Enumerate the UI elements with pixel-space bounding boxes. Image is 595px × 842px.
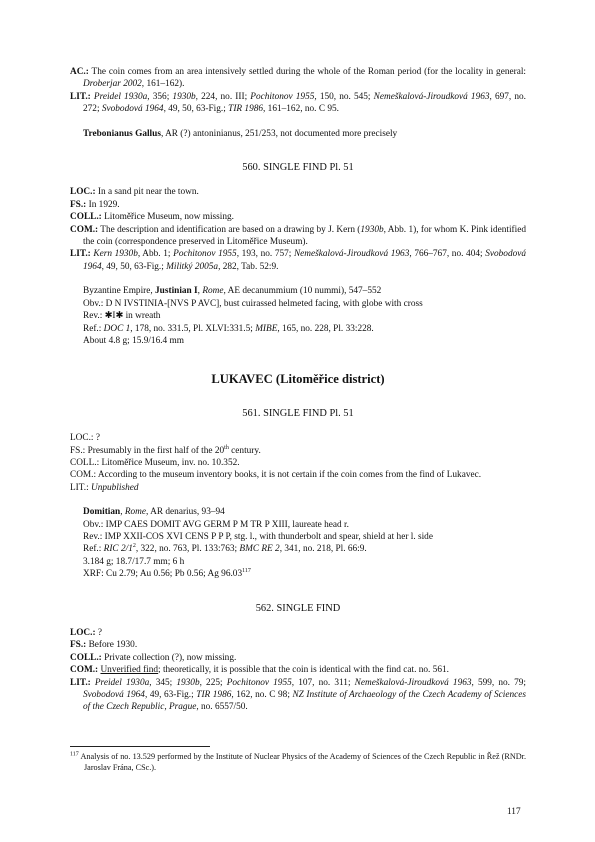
coll-entry: COLL.: Litoměřice Museum, inv. no. 10.352. — [70, 457, 240, 468]
loc-entry: LOC.: ? — [70, 433, 100, 444]
reverse-line: Rev.: ✱I✱ in wreath — [83, 311, 161, 322]
lit-entry: LIT.: Kern 1930b, Abb. 1; Pochitonov 1955, 193, no. 757; Nemeškalová-Jiroudková 1963, 766–767, no. 404; Svobodová 1964, 49, 50, 63-Fig.; Militký 2005a, 282, Tab. 52:9. — [70, 249, 527, 272]
coll-entry: COLL.: Litoměřice Museum, now missing. — [70, 212, 234, 223]
obverse-line: Obv.: D N IVSTINIA-[NVS P AVC], bust cuirassed helmeted facing, with globe with cross — [83, 298, 423, 309]
weight-line: 3.184 g; 18.7/17.7 mm; 6 h — [83, 556, 185, 567]
com-entry: COM.: Unverified find; theoretically, it is possible that the coin is identical with the find cat. no. 561. — [70, 665, 449, 676]
loc-entry: LOC.: In a sand pit near the town. — [70, 187, 199, 198]
coll-entry: COLL.: Private collection (?), now missing. — [70, 652, 237, 663]
com-entry: COM.: The description and identification are based on a drawing by J. Kern (1930b, Abb. 1), for whom K. Pink identified the coin (correspondence preserved in Litoměřice Museum). — [70, 224, 527, 248]
coin-description: Trebonianus Gallus, AR (?) antoninianus, 251/253, not documented more precisely — [83, 128, 398, 139]
coin-description: Domitian, Rome, AR denarius, 93–94 Obv.: IMP CAES DOMIT AVG GERM P M TR P XIII, laureate head r. Rev.: IMP XXII-COS XVI CENS P P P, stg. l., with thunderbolt and spear, shield at her l. side Ref.: RIC $2/1^2$, 322, no. 763, Pl. 133:763; BMC RE 2, 341, no. 218, Pl. 66:9. 3.184 g; 18.7/17.7 mm; 6 h XRF: Cu 2.79; Au 0.56; Pb 0.56; Ag 96.03$^{117}$ — [70, 506, 526, 580]
page-number: 117 — [507, 807, 521, 817]
footnote-mark: 117 — [70, 751, 79, 758]
xrf-line: XRF: Cu 2.79; Au 0.56; Pb 0.56; Ag 96.03$^{117}$ — [83, 568, 251, 580]
find-title: 562. SINGLE FIND — [255, 602, 341, 614]
footnote-divider — [70, 746, 210, 747]
reference-line: Ref.: RIC $2/1^2$, 322, no. 763, Pl. 133:763; BMC RE 2, 341, no. 218, Pl. 66:9. — [83, 543, 367, 555]
footnote: $^{117}$ Analysis of no. 13.529 performed by the Institute of Nuclear Physics of the Academy of Sciences of the Czech Republic in Řež (RNDr. Jaroslav Frána, CSc.). — [70, 751, 526, 772]
fs-entry: FS.: In 1929. — [70, 199, 120, 210]
reverse-line: Rev.: IMP XXII-COS XVI CENS P P P, stg. l., with thunderbolt and spear, shield at her l. side — [83, 531, 433, 542]
ac-label: AC.: — [70, 67, 89, 77]
fs-entry: FS.: Presumably in the first half of the 20th century. — [70, 444, 261, 456]
reference-line: Ref.: DOC 1, 178, no. 331.5, Pl. XLVI:331.5; MIBE, 165, no. 228, Pl. 33:228. — [83, 323, 374, 334]
com-entry: COM.: According to the museum inventory books, it is not certain if the coin comes from the find of Lukavec. — [70, 470, 482, 481]
lit-label: LIT.: — [70, 91, 91, 102]
lit-entry: LIT.: Unpublished — [70, 482, 139, 493]
weight-line: About 4.8 g; 15.9/16.4 mm — [83, 335, 184, 346]
find-title: 561. SINGLE FIND Pl. 51 — [242, 407, 354, 419]
ac-entry: AC.: The coin comes from an area intensively settled during the whole of the Roman period (for the locality in general: Droberjar 2002, 161–162). — [70, 67, 526, 90]
obverse-line: Obv.: IMP CAES DOMIT AVG GERM P M TR P XIII, laureate head r. — [83, 519, 349, 530]
district-heading: LUKAVEC (Litoměřice district) — [211, 372, 385, 387]
coin-description: Byzantine Empire, Justinian I, Rome, AE decanummium (10 nummi), 547–552 Obv.: D N IVSTINIA-[NVS P AVC], bust cuirassed helmeted facing, with globe with cross Rev.: ✱I✱ in wreath Ref.: DOC 1, 178, no. 331.5, Pl. XLVI:331.5; MIBE, 165, no. 228, Pl. 33:228. About 4.8 g; 15.9/16.4 mm — [70, 285, 526, 347]
fs-entry: FS.: Before 1930. — [70, 640, 138, 651]
page-body — [70, 66, 526, 714]
lit-entry: LIT.: Preidel 1930a, 345; 1930b, 225; Pochitonov 1955, 107, no. 311; Nemeškalová-Jiroudková 1963, 599, no. 79; Svobodová 1964, 49, 63-Fig.; TIR 1986, 162, no. C 98; NZ Institute of Archaeology of the Czech Academy of Sciences of the Czech Republic, Prague, no. 6557/50. — [70, 677, 527, 713]
find-title: 560. SINGLE FIND Pl. 51 — [242, 162, 354, 174]
lit-entry: LIT.: Preidel 1930a, 356; 1930b, 224, no. III; Pochitonov 1955, 150, no. 545; Nemeškalová-Jiroudková 1963, 697, no. 272; Svobodová 1964, 49, 50, 63-Fig.; TIR 1986, 161–162, no. C 95. — [70, 91, 527, 115]
footnote-ref[interactable]: 117 — [242, 568, 251, 575]
loc-entry: LOC.: ? — [70, 628, 103, 638]
